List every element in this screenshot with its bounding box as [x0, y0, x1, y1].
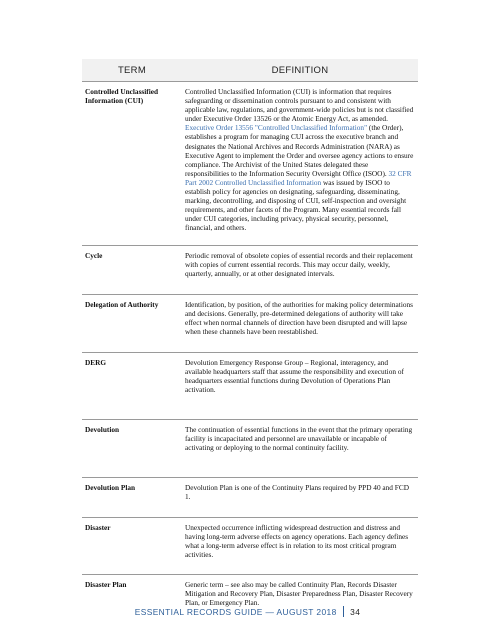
definition-cell: Periodic removal of obsolete copies of essential records and their replacement with copies of current essential records. This may occur daily, weekly, quarterly, annually, or at other designated intervals.	[182, 246, 418, 295]
definition-cell	[182, 82, 418, 246]
definition-cell: The continuation of essential functions in the event that the primary operating facility is incapacitated and personnel are unavailable or incapable of activating or deploying to the normal continuity facility.	[182, 420, 418, 478]
definition-cell: Unexpected occurrence inflicting widespread destruction and distress and having long-term adverse effects on agency operations. Each agency defines what a long-term adverse effect is in relation to its most critical program activities.	[182, 518, 418, 575]
footer-title: ESSENTIAL RECORDS GUIDE — AUGUST 2018	[134, 607, 337, 617]
definition-cell: Generic term – see also may be called Continuity Plan, Records Disaster Mitigation and Recovery Plan, Disaster Preparedness Plan, Disaster Recovery Plan, or Emergency Plan.	[185, 580, 413, 608]
glossary-table	[82, 59, 418, 640]
term-cell: Disaster Plan	[85, 580, 127, 589]
table-row	[82, 295, 418, 353]
table-row	[82, 82, 418, 246]
term-cell: Delegation of Authority	[82, 295, 182, 353]
definition-cell: Devolution Plan is one of the Continuity Plans required by PPD 40 and FCD 1.	[182, 478, 418, 518]
page-number: 34	[350, 607, 361, 617]
definition-cell: Identification, by position, of the authorities for making policy determinations and decisions. Generally, pre-determined delegations of authority will take effect when normal channels of direction have been disrupted and will lapse when these channels have been reestablished.	[182, 295, 418, 353]
definition-cell: Devolution Emergency Response Group – Regional, interagency, and available headquarters staff that assume the responsibility and execution of headquarters essential functions during Devolution of Operations Plan activation.	[182, 353, 418, 420]
definition-text: was issued by ISOO to establish policy for agencies on designating, safeguarding, disseminating, marking, decontrolling, and disposing of CUI, self-inspection and oversight requirements, and other facets of the Program. Many essential records fall under CUI categories, including privacy, physical security, personnel, financial, and others.	[185, 177, 407, 233]
table-header-row	[82, 59, 418, 82]
table-row	[82, 353, 418, 420]
cfr-link[interactable]: 32 CFR Part 2002 Controlled Unclassified Information	[185, 168, 412, 187]
term-cell: Cycle	[82, 246, 182, 295]
table-row	[82, 246, 418, 295]
definition-text: Controlled Unclassified Information (CUI) is information that requires safeguarding or dissemination controls pursuant to and consistent with applicable law, regulations, and government-wide policies but is not classified under Executive Order 13526 or the Atomic Energy Act, as amended.	[185, 87, 414, 124]
term-column-header: TERM	[82, 59, 182, 82]
page-footer	[0, 606, 495, 617]
footer-divider	[343, 606, 345, 617]
term-cell: Devolution	[82, 420, 182, 478]
definition-text: (the Order), establishes a program for managing CUI across the executive branch and designates the National Archives and Records Administration (NARA) as Executive Agent to implement the Order and oversee agency actions to ensure compliance. The Archivist of the United States delegated these responsibilities to the Information Security Oversight Office (ISOO).	[185, 123, 414, 178]
definition-column-header: DEFINITION	[182, 59, 418, 82]
term-cell: Controlled Unclassified Information (CUI)	[82, 82, 182, 246]
term-cell: DERG	[82, 353, 182, 420]
term-cell: Disaster	[82, 518, 182, 575]
term-cell: Devolution Plan	[82, 478, 182, 518]
table-row	[82, 478, 418, 518]
table-row	[82, 518, 418, 575]
table-row	[82, 420, 418, 478]
executive-order-link[interactable]: Executive Order 13556 "Controlled Unclassified Information"	[185, 123, 368, 133]
